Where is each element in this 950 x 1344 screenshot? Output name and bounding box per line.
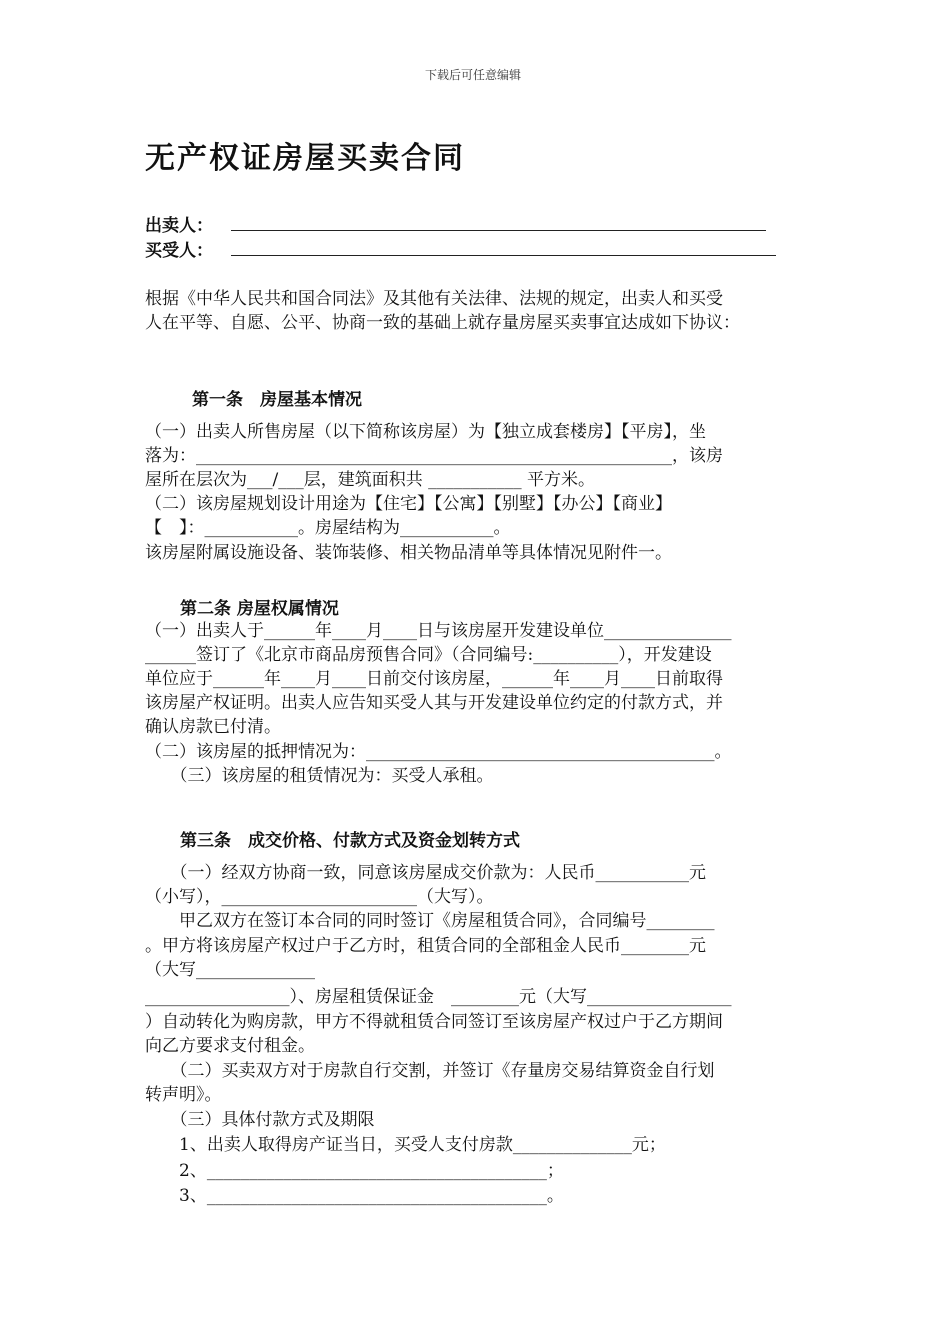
article-2-line: 该房屋产权证明。出卖人应告知买受人其与开发建设单位约定的付款方式，并 [145, 693, 723, 713]
article-2-line: 单位应于______年____月____日前交付该房屋，______年____月____日前取得 [145, 669, 723, 689]
article-3-line: 转声明》。 [145, 1085, 222, 1105]
article-3-line: 。甲方将该房屋产权过户于乙方时，租赁合同的全部租金人民币________元 [145, 936, 706, 956]
seller-blank-line [231, 229, 766, 231]
buyer-blank-line [231, 254, 776, 256]
article-2-line: （三）该房屋的租赁情况为：买受人承租。 [145, 766, 494, 786]
article-2-line: ______签订了《北京市商品房预售合同》（合同编号:__________），开发建设 [145, 645, 712, 665]
article-3-line: （一）经双方协商一致，同意该房屋成交价款为：人民币___________元 [145, 863, 706, 883]
article-3-line: （二）买卖双方对于房款自行交割，并签订《存量房交易结算资金自行划 [145, 1061, 715, 1081]
article-1-line: 【 】：___________。房屋结构为___________。 [145, 518, 511, 538]
article-3-line: 甲乙双方在签订本合同的同时签订《房屋租赁合同》，合同编号________ [145, 911, 715, 931]
article-3-line: （三）具体付款方式及期限 [145, 1110, 375, 1130]
preamble-line: 人在平等、自愿、公平、协商一致的基础上就存量房屋买卖事宜达成如下协议： [145, 313, 740, 333]
article-3-line: （大写______________ [145, 960, 315, 980]
article-1-line: （二）该房屋规划设计用途为【住宅】【公寓】【别墅】【办公】【商业】 [145, 494, 672, 514]
article-3-line: 2、________________________________________； [145, 1161, 564, 1181]
article-1-line: 屋所在层次为___/___层，建筑面积共 ___________ 平方米。 [145, 470, 596, 490]
article-3-line: （小写），_______________________（大写）。 [145, 887, 494, 907]
article-3-line: ）自动转化为购房款，甲方不得就租赁合同签订至该房屋产权过户于乙方期间 [145, 1012, 723, 1032]
document-title: 无产权证房屋买卖合同 [145, 141, 465, 176]
article-1-line: 该房屋附属设施设备、装饰装修、相关物品清单等具体情况见附件一。 [145, 543, 672, 563]
article-3-heading: 第三条 成交价格、付款方式及资金划转方式 [180, 831, 520, 851]
article-1-heading: 第一条 房屋基本情况 [192, 390, 362, 410]
article-3-line: _________________）、房屋租赁保证金 ________元（大写_________________ [145, 987, 732, 1007]
article-2-line: （一）出卖人于______年____月____日与该房屋开发建设单位_______________ [145, 621, 732, 641]
article-3-line: 3、________________________________________。 [145, 1186, 564, 1206]
article-1-line: 落为：________________________________________________________，该房 [145, 446, 723, 466]
article-2-heading: 第二条 房屋权属情况 [180, 599, 339, 619]
article-3-line: 1、出卖人取得房产证当日，买受人支付房款______________元； [145, 1135, 666, 1155]
article-1-line: （一）出卖人所售房屋（以下简称该房屋）为【独立成套楼房】【平房】，坐 [145, 422, 706, 442]
buyer-label: 买受人： [145, 241, 213, 261]
article-2-line: （二）该房屋的抵押情况为：_________________________________________。 [145, 742, 732, 762]
seller-label: 出卖人： [145, 216, 213, 236]
article-3-line: 向乙方要求支付租金。 [145, 1036, 315, 1056]
article-2-line: 确认房款已付清。 [145, 717, 281, 737]
page-header: 下载后可任意编辑 [425, 68, 522, 82]
preamble-line: 根据《中华人民共和国合同法》及其他有关法律、法规的规定，出卖人和买受 [145, 289, 723, 309]
